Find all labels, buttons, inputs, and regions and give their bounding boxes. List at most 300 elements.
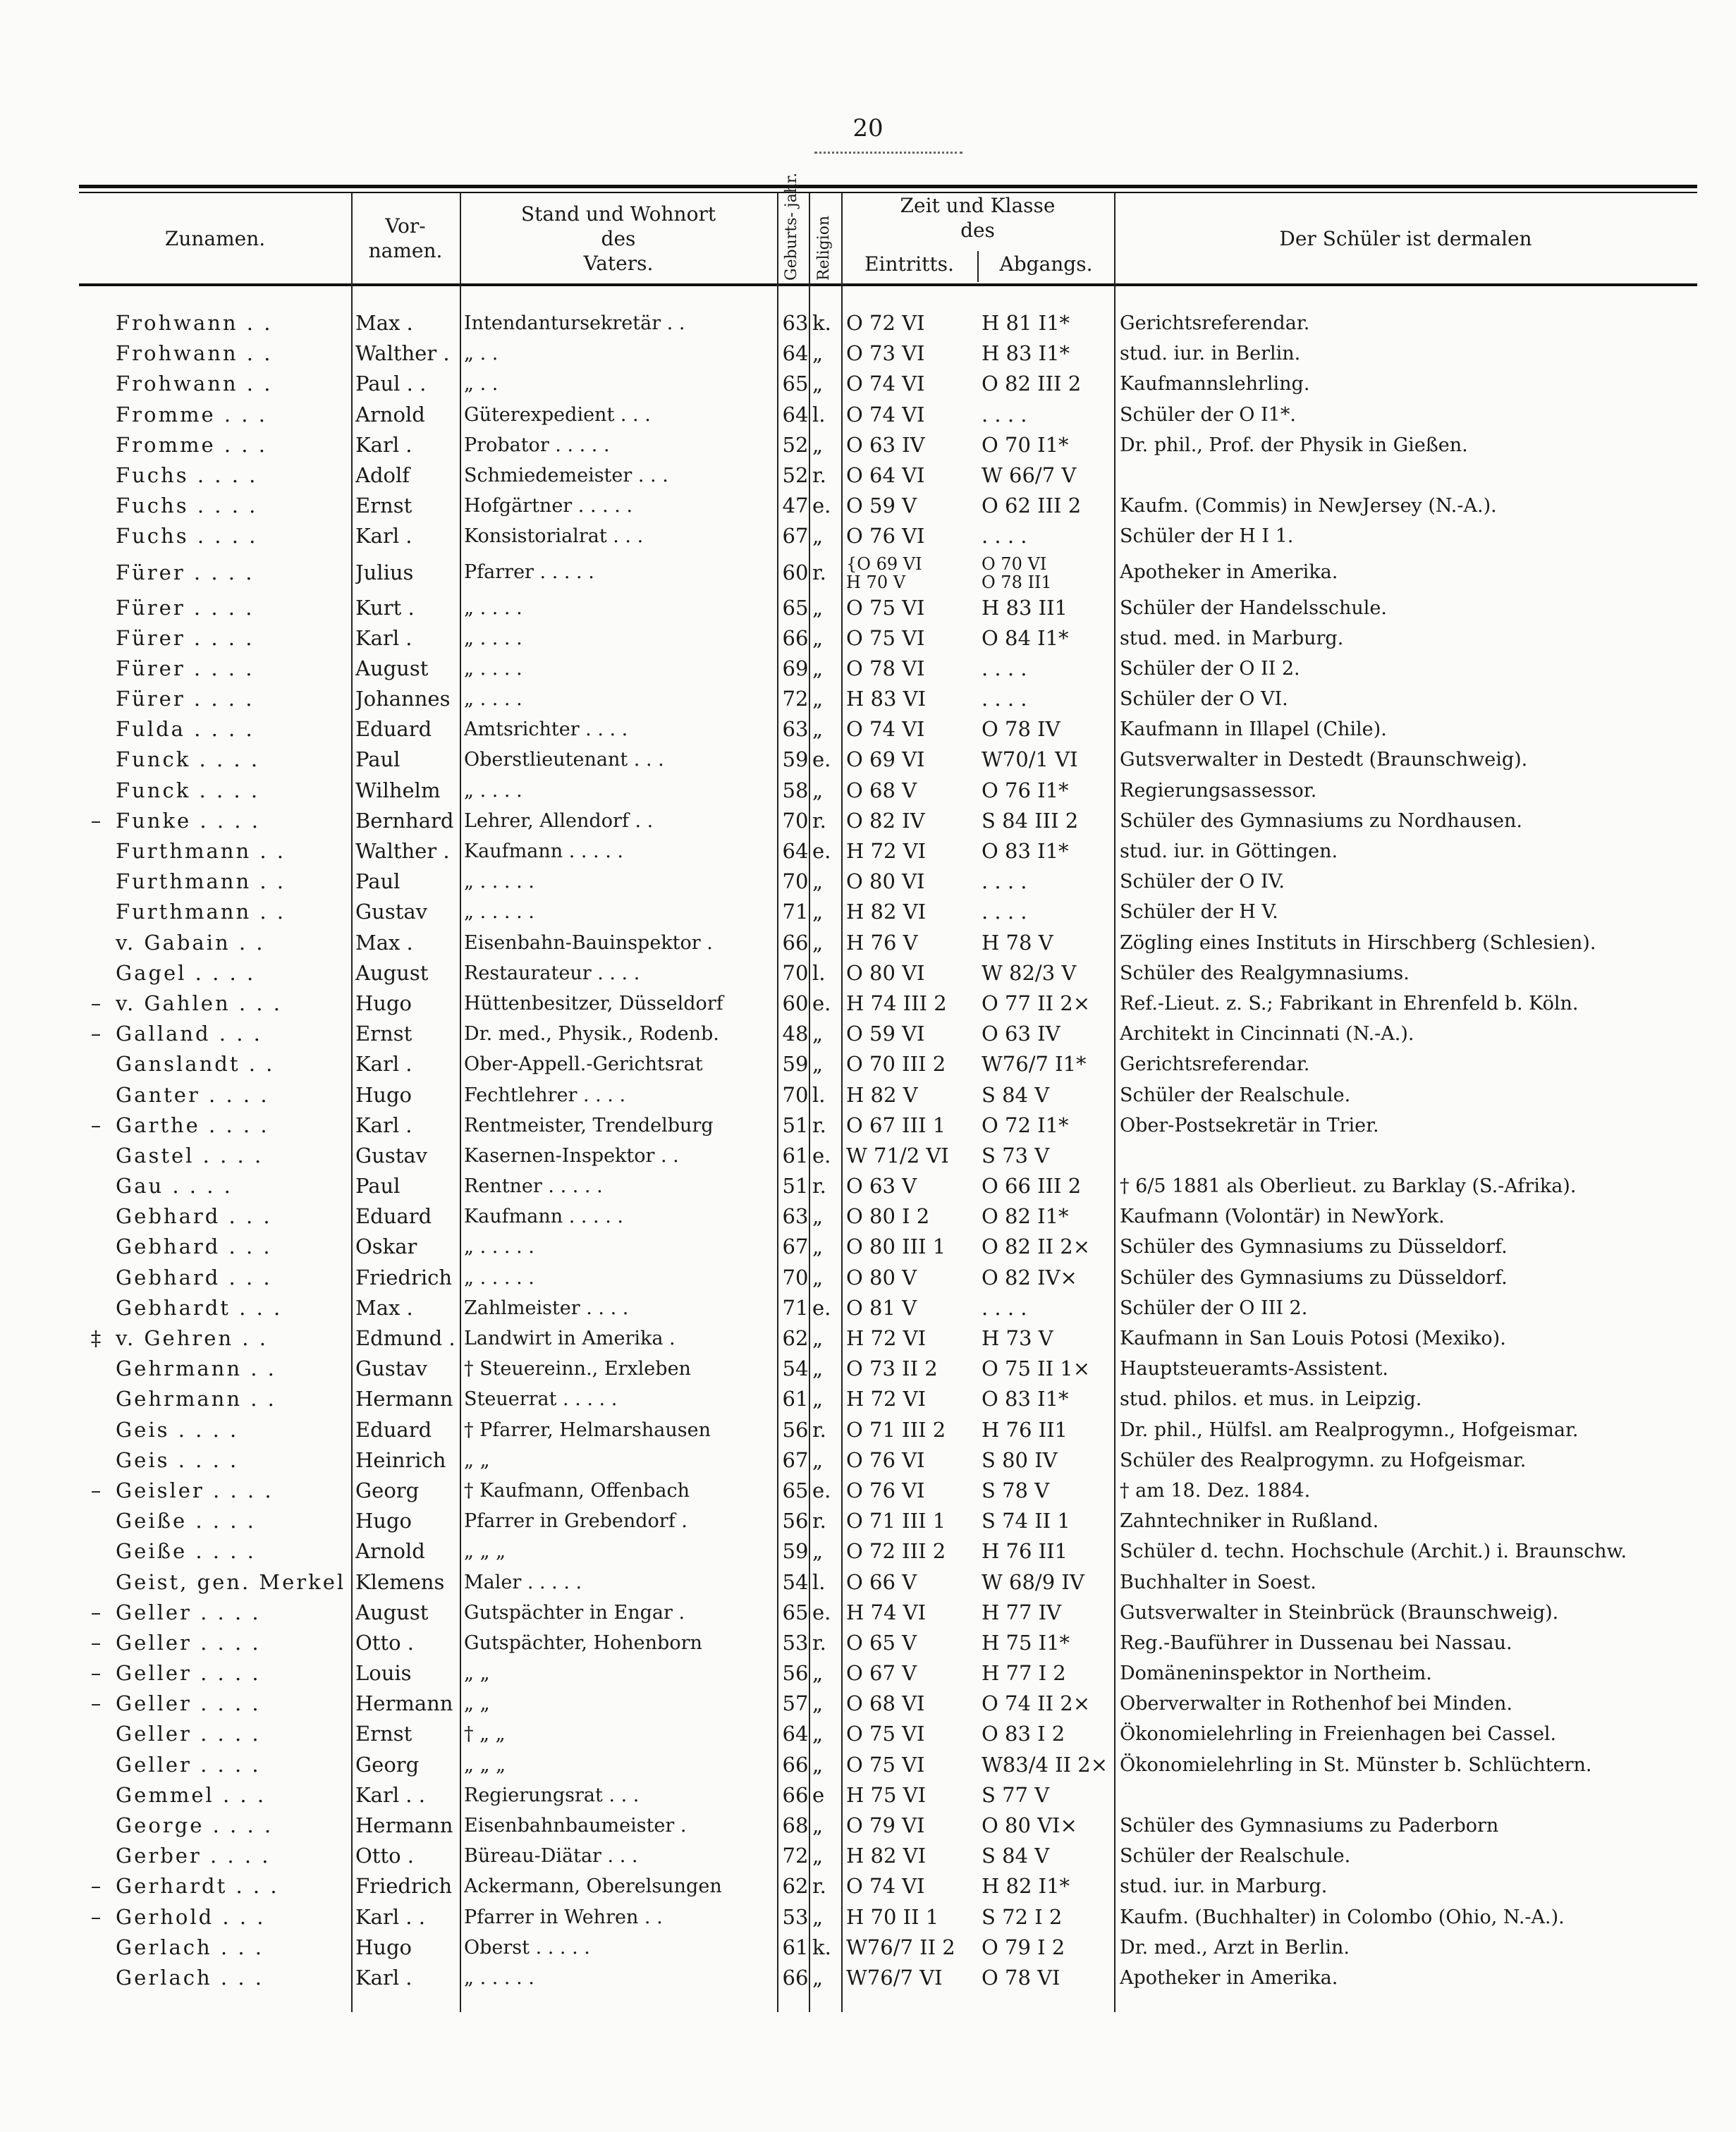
exit-cell: . . . . — [982, 402, 1027, 427]
header-vornamen: Vor- namen. — [368, 214, 443, 262]
birth-year-cell: 72 — [782, 1844, 809, 1868]
religion-cell: r. — [812, 808, 826, 833]
exit-cell: O 76 I1* — [982, 778, 1069, 802]
first-name-cell: Max . — [355, 1295, 413, 1320]
birth-year-cell: 58 — [782, 778, 809, 802]
entry-cell: O 74 VI — [846, 717, 925, 742]
father-cell: „ „ — [464, 1662, 490, 1685]
surname-cell: Ganslandt . . — [116, 1052, 275, 1077]
entry-cell: H 74 III 2 — [846, 991, 947, 1015]
remark-cell: Ober-Postsekretär in Trier. — [1120, 1114, 1379, 1137]
remark-cell: Schüler der Realschule. — [1120, 1845, 1351, 1868]
surname-cell: Geller . . . . — [116, 1722, 261, 1746]
row-mark: – — [90, 1630, 102, 1655]
surname-cell: Fromme . . . — [116, 432, 267, 457]
surname-cell: Geller . . . . — [116, 1752, 261, 1777]
birth-year-cell: 53 — [782, 1630, 809, 1655]
exit-cell: O 72 I1* — [982, 1113, 1069, 1137]
entry-cell: O 76 VI — [846, 1447, 925, 1472]
exit-cell: H 76 II1 — [982, 1539, 1068, 1564]
first-name-cell: Eduard — [355, 1204, 432, 1229]
entry-cell: O 73 VI — [846, 341, 925, 366]
birth-year-cell: 65 — [782, 1600, 809, 1624]
entry-cell: W76/7 VI — [846, 1965, 943, 1990]
father-cell: Lehrer, Allendorf . . — [464, 809, 654, 832]
entry-cell: O 67 V — [846, 1661, 917, 1686]
birth-year-cell: 67 — [782, 524, 809, 549]
first-name-cell: Gustav — [355, 900, 428, 924]
remark-cell: Ökonomielehrling in Freienhagen bei Cassel. — [1120, 1723, 1557, 1746]
exit-cell: O 79 I 2 — [982, 1935, 1065, 1959]
remark-cell: Schüler der O I1*. — [1120, 403, 1296, 426]
table-row — [79, 1323, 1697, 1354]
remark-cell: Reg.-Bauführer in Dussenau bei Nassau. — [1120, 1631, 1512, 1654]
surname-cell: Fürer . . . . — [116, 560, 255, 584]
exit-cell: S 80 IV — [982, 1447, 1058, 1472]
birth-year-cell: 53 — [782, 1904, 809, 1929]
remark-cell: Schüler des Gymnasiums zu Paderborn — [1120, 1815, 1499, 1837]
first-name-cell: Bernhard — [355, 808, 454, 833]
father-cell: Maler . . . . . — [464, 1571, 582, 1593]
exit-cell: . . . . — [982, 900, 1027, 924]
exit-cell: O 83 I 2 — [982, 1722, 1065, 1746]
surname-cell: Funke . . . . — [116, 808, 260, 833]
religion-cell: „ — [812, 930, 824, 955]
birth-year-cell: 52 — [782, 432, 809, 457]
first-name-cell: Klemens — [355, 1569, 445, 1594]
table-row — [79, 1141, 1697, 1171]
exit-cell: . . . . — [982, 869, 1027, 894]
remark-cell: Schüler d. techn. Hochschule (Archit.) i. Braunschw. — [1120, 1540, 1627, 1563]
birth-year-cell: 63 — [782, 717, 809, 742]
religion-cell: „ — [812, 341, 824, 366]
first-name-cell: Heinrich — [355, 1447, 446, 1472]
entry-cell: O 72 III 2 — [846, 1539, 946, 1564]
entry-cell: O 68 VI — [846, 1691, 925, 1716]
remark-cell: Schüler der O IV. — [1120, 871, 1285, 893]
surname-cell: Gehrmann . . — [116, 1356, 276, 1381]
surname-cell: Gerhardt . . . — [116, 1874, 279, 1899]
father-cell: Pfarrer . . . . . — [464, 560, 594, 583]
entry-cell: O 73 II 2 — [846, 1356, 938, 1381]
first-name-cell: Otto . — [355, 1630, 414, 1655]
table-row — [79, 1049, 1697, 1079]
exit-cell: H 77 I 2 — [982, 1661, 1066, 1686]
religion-cell: l. — [812, 402, 826, 427]
remark-cell: stud. iur. in Berlin. — [1120, 343, 1301, 365]
entry-cell: {O 69 VI H 70 V — [846, 554, 922, 592]
surname-cell: Gagel . . . . — [116, 960, 256, 985]
table-row — [79, 623, 1697, 654]
religion-cell: „ — [812, 687, 824, 711]
father-cell: „ . . . . — [464, 627, 522, 649]
table-row — [79, 1658, 1697, 1689]
exit-cell: W76/7 I1* — [982, 1052, 1087, 1077]
surname-cell: Funck . . . . — [116, 778, 260, 802]
first-name-cell: Ernst — [355, 494, 412, 518]
exit-cell: O 77 II 2× — [982, 991, 1090, 1015]
religion-cell: e. — [812, 1143, 831, 1168]
father-cell: „ . . . . — [464, 779, 522, 802]
surname-cell: Geller . . . . — [116, 1661, 261, 1686]
entry-cell: O 67 III 1 — [846, 1113, 946, 1137]
exit-cell: H 83 I1* — [982, 341, 1070, 366]
father-cell: Restaurateur . . . . — [464, 962, 640, 984]
birth-year-cell: 62 — [782, 1874, 809, 1899]
father-cell: „ . . . . — [464, 596, 522, 619]
surname-cell: Gerber . . . . — [116, 1844, 271, 1868]
first-name-cell: Max . — [355, 930, 413, 955]
header-zunamen: Zunamen. — [164, 226, 266, 250]
table-row — [79, 1780, 1697, 1811]
birth-year-cell: 64 — [782, 402, 809, 427]
first-name-cell: Paul — [355, 747, 401, 772]
remark-cell: Schüler der Realschule. — [1120, 1084, 1351, 1106]
exit-cell: W 66/7 V — [982, 462, 1077, 487]
surname-cell: v. Gahlen . . . — [116, 991, 282, 1015]
exit-cell: O 82 II 2× — [982, 1235, 1090, 1259]
first-name-cell: Friedrich — [355, 1874, 453, 1899]
father-cell: Pfarrer in Grebendorf . — [464, 1510, 687, 1533]
exit-cell: H 78 V — [982, 930, 1053, 955]
entry-cell: O 71 III 2 — [846, 1417, 946, 1442]
birth-year-cell: 71 — [782, 1295, 809, 1320]
surname-cell: Fulda . . . . — [116, 717, 255, 742]
table-row — [79, 1871, 1697, 1901]
table-row — [79, 1232, 1697, 1262]
father-cell: Probator . . . . . — [464, 434, 610, 456]
first-name-cell: Karl . — [355, 432, 412, 457]
father-cell: Konsistorialrat . . . — [464, 525, 644, 548]
exit-cell: O 78 IV — [982, 717, 1060, 742]
father-cell: Hüttenbesitzer, Düsseldorf — [464, 992, 723, 1015]
religion-cell: „ — [812, 524, 824, 549]
birth-year-cell: 70 — [782, 869, 809, 894]
exit-cell: O 63 IV — [982, 1022, 1060, 1046]
religion-cell: „ — [812, 1052, 824, 1077]
entry-cell: O 82 IV — [846, 808, 925, 833]
exit-cell: H 77 IV — [982, 1600, 1062, 1624]
exit-cell: . . . . — [982, 687, 1027, 711]
remark-cell: Schüler der Handelsschule. — [1120, 596, 1387, 619]
row-mark: – — [90, 1600, 102, 1624]
entry-cell: O 72 VI — [846, 311, 925, 335]
surname-cell: Frohwann . . — [116, 341, 273, 366]
table-row — [79, 897, 1697, 927]
religion-cell: „ — [812, 1965, 824, 1990]
entry-cell: O 59 V — [846, 494, 917, 518]
religion-cell: „ — [812, 1722, 824, 1746]
surname-cell: Geiße . . . . — [116, 1539, 256, 1564]
table-row — [79, 714, 1697, 745]
first-name-cell: Johannes — [355, 687, 451, 711]
father-cell: „ . . . . . — [464, 1966, 534, 1989]
father-cell: † Kaufmann, Offenbach — [464, 1479, 690, 1502]
religion-cell: e. — [812, 494, 831, 518]
remark-cell: Gutsverwalter in Destedt (Braunschweig). — [1120, 749, 1528, 771]
remark-cell: Kaufmann (Volontär) in NewYork. — [1120, 1206, 1445, 1228]
first-name-cell: Wilhelm — [355, 778, 441, 802]
father-cell: Rentmeister, Trendelburg — [464, 1114, 714, 1137]
remark-cell: Zahntechniker in Rußland. — [1120, 1510, 1379, 1533]
remark-cell: stud. philos. et mus. in Leipzig. — [1120, 1388, 1422, 1411]
surname-cell: Geller . . . . — [116, 1600, 261, 1624]
first-name-cell: August — [355, 656, 429, 680]
father-cell: Steuerrat . . . . . — [464, 1388, 618, 1411]
religion-cell: „ — [812, 1265, 824, 1289]
exit-cell: S 84 V — [982, 1082, 1050, 1107]
religion-cell: l. — [812, 960, 826, 985]
table-row — [79, 491, 1697, 521]
surname-cell: Fromme . . . — [116, 402, 267, 427]
entry-cell: O 81 V — [846, 1295, 917, 1320]
father-cell: „ . . . . . — [464, 1236, 534, 1258]
row-mark: – — [90, 808, 102, 833]
table-row — [79, 552, 1697, 593]
table-row — [79, 1476, 1697, 1506]
remark-cell: Architekt in Cincinnati (N.-A.). — [1120, 1023, 1414, 1046]
religion-cell: k. — [812, 311, 831, 335]
surname-cell: Gehrmann . . — [116, 1387, 276, 1411]
row-mark: – — [90, 1022, 102, 1046]
table-row — [79, 1719, 1697, 1749]
table-row — [79, 1628, 1697, 1658]
first-name-cell: Arnold — [355, 1539, 425, 1564]
surname-cell: Gerhold . . . — [116, 1904, 266, 1929]
first-name-cell: Edmund . — [355, 1326, 456, 1350]
table-row — [79, 1689, 1697, 1719]
table-row — [79, 928, 1697, 958]
birth-year-cell: 56 — [782, 1417, 809, 1442]
birth-year-cell: 56 — [782, 1509, 809, 1533]
table-row — [79, 1567, 1697, 1598]
religion-cell: „ — [812, 1813, 824, 1837]
exit-cell: H 81 I1* — [982, 311, 1070, 335]
religion-cell: e. — [812, 991, 831, 1015]
table-row — [79, 806, 1697, 836]
entry-cell: O 74 VI — [846, 402, 925, 427]
entry-cell: O 64 VI — [846, 462, 925, 487]
father-cell: „ . . . . . — [464, 901, 534, 924]
exit-cell: H 76 II1 — [982, 1417, 1068, 1442]
first-name-cell: Ernst — [355, 1722, 412, 1746]
father-cell: † „ „ — [464, 1723, 506, 1746]
birth-year-cell: 70 — [782, 808, 809, 833]
religion-cell: r. — [812, 560, 826, 584]
entry-cell: O 80 I 2 — [846, 1204, 930, 1229]
table-row — [79, 1354, 1697, 1384]
father-cell: Kaufmann . . . . . — [464, 1206, 623, 1228]
first-name-cell: Oskar — [355, 1235, 417, 1259]
table-row — [79, 958, 1697, 988]
birth-year-cell: 67 — [782, 1235, 809, 1259]
first-name-cell: Karl . . — [355, 1782, 425, 1807]
table-row — [79, 654, 1697, 684]
religion-cell: r. — [812, 1630, 826, 1655]
exit-cell: O 62 III 2 — [982, 494, 1082, 518]
father-cell: Güterexpedient . . . — [464, 403, 651, 426]
religion-cell: e. — [812, 1478, 831, 1502]
first-name-cell: Otto . — [355, 1844, 414, 1868]
religion-cell: e — [812, 1782, 825, 1807]
exit-cell: O 84 I1* — [982, 625, 1069, 650]
first-name-cell: Karl . . — [355, 1904, 425, 1929]
header-geburtsjahr: Geburts- jahr. — [783, 172, 800, 281]
exit-cell: O 83 I1* — [982, 839, 1069, 863]
father-cell: „ . . — [464, 343, 499, 365]
surname-cell: Geller . . . . — [116, 1691, 261, 1716]
entry-cell: O 76 VI — [846, 524, 925, 549]
religion-cell: „ — [812, 625, 824, 650]
table-row — [79, 1536, 1697, 1567]
surname-cell: Geis . . . . — [116, 1447, 239, 1472]
birth-year-cell: 65 — [782, 1478, 809, 1502]
surname-cell: Geist, gen. Merkel — [116, 1569, 346, 1594]
table-row — [79, 1201, 1697, 1232]
surname-cell: Frohwann . . — [116, 311, 273, 335]
table-row — [79, 400, 1697, 430]
remark-cell: Schüler des Realprogymn. zu Hofgeismar. — [1120, 1449, 1527, 1471]
remark-cell: Apotheker in Amerika. — [1120, 560, 1338, 583]
entry-cell: O 78 VI — [846, 656, 925, 680]
surname-cell: Gau . . . . — [116, 1174, 233, 1199]
entry-cell: H 75 VI — [846, 1782, 927, 1807]
first-name-cell: Karl . — [355, 524, 412, 549]
exit-cell: O 70 VI O 78 II1 — [982, 554, 1052, 592]
entry-cell: O 80 III 1 — [846, 1235, 946, 1259]
surname-cell: v. Gehren . . — [116, 1326, 268, 1350]
father-cell: Ober-Appell.-Gerichtsrat — [464, 1053, 703, 1076]
surname-cell: Fuchs . . . . — [116, 494, 258, 518]
religion-cell: „ — [812, 1904, 824, 1929]
table-row — [79, 1506, 1697, 1536]
birth-year-cell: 56 — [782, 1661, 809, 1686]
remark-cell: Dr. phil., Hülfsl. am Realprogymn., Hofgeismar. — [1120, 1419, 1579, 1441]
father-cell: Fechtlehrer . . . . — [464, 1084, 626, 1106]
entry-cell: O 65 V — [846, 1630, 917, 1655]
father-cell: Oberst . . . . . — [464, 1936, 590, 1959]
religion-cell: „ — [812, 432, 824, 457]
entry-cell: O 68 V — [846, 778, 917, 802]
exit-cell: H 82 I1* — [982, 1874, 1070, 1899]
exit-cell: O 82 III 2 — [982, 372, 1082, 396]
table-row — [79, 1019, 1697, 1049]
remark-cell: Hauptsteueramts-Assistent. — [1120, 1358, 1389, 1380]
table-row — [79, 1110, 1697, 1141]
header-stand: Stand und Wohnort des Vaters. — [520, 202, 716, 275]
table-row — [79, 593, 1697, 623]
religion-cell: „ — [812, 1752, 824, 1777]
remark-cell: Apotheker in Amerika. — [1120, 1966, 1338, 1989]
birth-year-cell: 60 — [782, 560, 809, 584]
religion-cell: e. — [812, 747, 831, 772]
exit-cell: S 84 V — [982, 1844, 1050, 1868]
religion-cell: l. — [812, 1082, 826, 1107]
remark-cell: Schüler der O III 2. — [1120, 1297, 1308, 1319]
father-cell: „ . . . . . — [464, 871, 534, 893]
father-cell: Zahlmeister . . . . — [464, 1297, 629, 1319]
surname-cell: Frohwann . . — [116, 372, 273, 396]
religion-cell: „ — [812, 1022, 824, 1046]
surname-cell: v. Gabain . . — [116, 930, 265, 955]
surname-cell: Fuchs . . . . — [116, 524, 258, 549]
religion-cell: „ — [812, 778, 824, 802]
table-row — [79, 745, 1697, 775]
birth-year-cell: 47 — [782, 494, 809, 518]
row-mark: – — [90, 991, 102, 1015]
father-cell: Eisenbahnbaumeister . — [464, 1815, 687, 1837]
birth-year-cell: 64 — [782, 341, 809, 366]
exit-cell: O 75 II 1× — [982, 1356, 1090, 1381]
father-cell: Dr. med., Physik., Rodenb. — [464, 1023, 719, 1046]
remark-cell: Gerichtsreferendar. — [1120, 1053, 1310, 1076]
first-name-cell: Karl . — [355, 625, 412, 650]
remark-cell: stud. iur. in Göttingen. — [1120, 840, 1338, 862]
exit-cell: H 83 II1 — [982, 595, 1068, 620]
father-cell: Amtsrichter . . . . — [464, 718, 628, 741]
exit-cell: . . . . — [982, 656, 1027, 680]
entry-cell: O 80 VI — [846, 960, 925, 985]
ornament-divider — [814, 145, 962, 154]
birth-year-cell: 59 — [782, 1539, 809, 1564]
birth-year-cell: 67 — [782, 1447, 809, 1472]
remark-cell: Schüler der O II 2. — [1120, 657, 1300, 680]
religion-cell: „ — [812, 1204, 824, 1229]
surname-cell: Fuchs . . . . — [116, 462, 258, 487]
birth-year-cell: 63 — [782, 1204, 809, 1229]
entry-cell: O 75 VI — [846, 625, 925, 650]
surname-cell: Geiße . . . . — [116, 1509, 256, 1533]
first-name-cell: Friedrich — [355, 1265, 453, 1289]
religion-cell: „ — [812, 1387, 824, 1411]
first-name-cell: Louis — [355, 1661, 412, 1686]
father-cell: Intendantursekretär . . — [464, 312, 685, 334]
remark-cell: Oberverwalter in Rothenhof bei Minden. — [1120, 1693, 1513, 1715]
religion-cell: r. — [812, 462, 826, 487]
entry-cell: O 80 V — [846, 1265, 917, 1289]
remark-cell: † 6/5 1881 als Oberlieut. zu Barklay (S.-Afrika). — [1120, 1175, 1577, 1198]
table-row — [79, 1384, 1697, 1414]
table-row — [79, 1932, 1697, 1963]
birth-year-cell: 61 — [782, 1387, 809, 1411]
table-row — [79, 1963, 1697, 1993]
religion-cell: „ — [812, 1661, 824, 1686]
table-row — [79, 430, 1697, 460]
birth-year-cell: 72 — [782, 687, 809, 711]
entry-cell: H 74 VI — [846, 1600, 927, 1624]
entry-cell: O 71 III 1 — [846, 1509, 946, 1533]
surname-cell: Galland . . . — [116, 1022, 262, 1046]
father-cell: „ „ „ — [464, 1753, 506, 1776]
first-name-cell: Georg — [355, 1478, 420, 1502]
first-name-cell: Karl . — [355, 1965, 412, 1990]
birth-year-cell: 66 — [782, 1965, 809, 1990]
first-name-cell: August — [355, 960, 429, 985]
surname-cell: Gebhard . . . — [116, 1204, 272, 1229]
exit-cell: . . . . — [982, 524, 1027, 549]
entry-cell: H 72 VI — [846, 839, 927, 863]
remark-cell: Buchhalter in Soest. — [1120, 1571, 1316, 1593]
religion-cell: „ — [812, 869, 824, 894]
remark-cell: Kaufmannslehrling. — [1120, 373, 1310, 396]
remark-cell: Gerichtsreferendar. — [1120, 312, 1310, 334]
table-row — [79, 1171, 1697, 1201]
page-number: 20 — [852, 114, 884, 142]
first-name-cell: Paul — [355, 869, 401, 894]
exit-cell: S 74 II 1 — [982, 1509, 1070, 1533]
remark-cell: Kaufmann in San Louis Potosi (Mexiko). — [1120, 1328, 1506, 1349]
exit-cell: W 68/9 IV — [982, 1569, 1084, 1594]
